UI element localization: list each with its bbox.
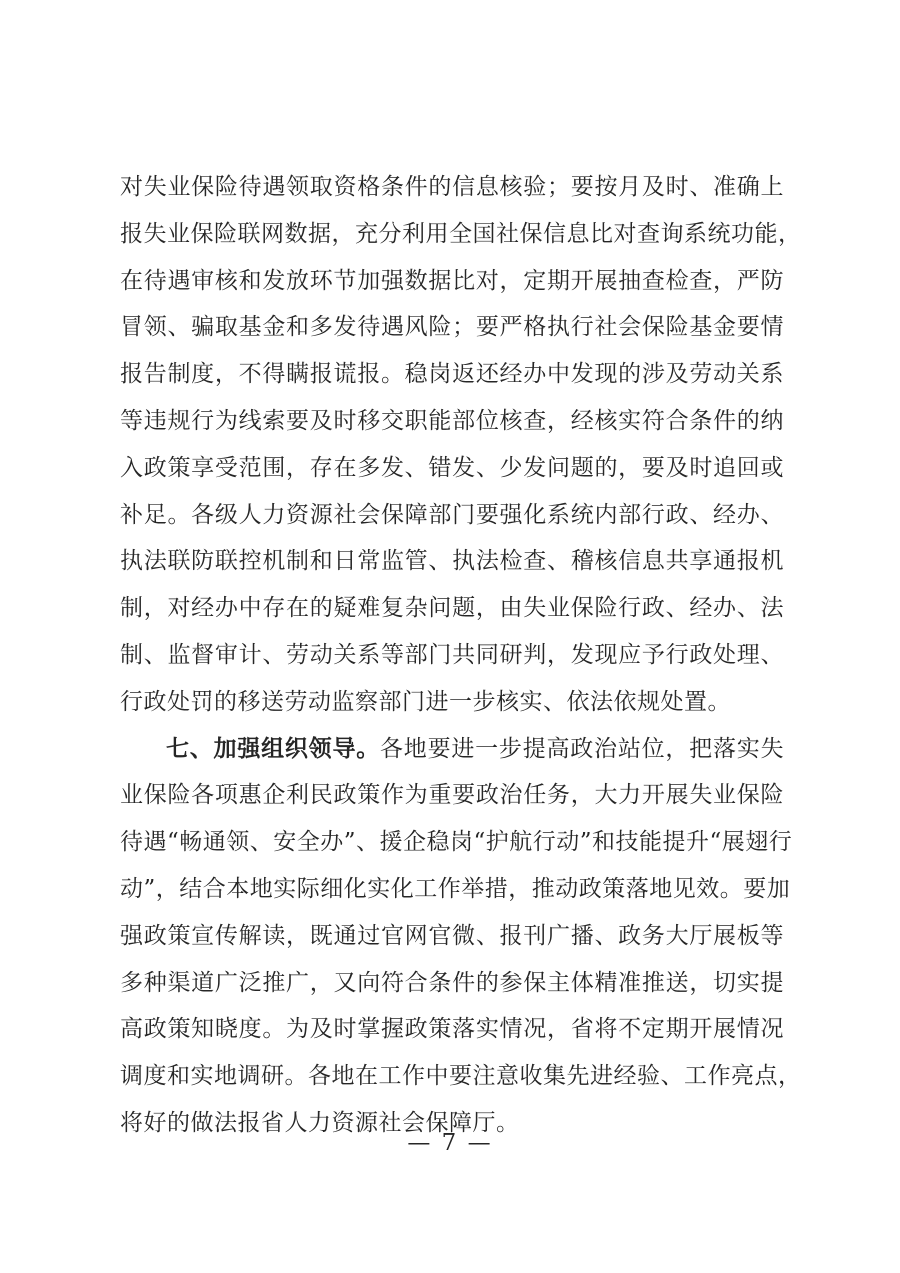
text-line: 等违规行为线索要及时移交职能部位核查，经核实符合条件的纳 bbox=[120, 407, 784, 434]
text-line: 高政策知晓度。为及时掌握政策落实情况，省将不定期开展情况 bbox=[120, 1016, 784, 1043]
page-number: — 7 — bbox=[407, 1130, 493, 1156]
text-line: 业保险各项惠企利民政策作为重要政治任务，大力开展失业保险 bbox=[120, 782, 784, 809]
text-line: 补足。各级人力资源社会保障部门要强化系统内部行政、经办、 bbox=[120, 501, 784, 528]
text-line: 多种渠道广泛推广，又向符合条件的参保主体精准推送，切实提 bbox=[120, 969, 784, 996]
text-line: 对失业保险待遇领取资格条件的信息核验；要按月及时、准确上 bbox=[120, 174, 784, 200]
section-7-first-line bbox=[120, 726, 784, 773]
body-text bbox=[120, 164, 802, 1147]
paragraph-continuation bbox=[120, 164, 802, 726]
section-7-heading: 七、加强组织领导。 bbox=[166, 735, 381, 762]
section-7-first-line-text: 各地要进一步提高政治站位，把落实失 bbox=[380, 735, 785, 762]
text-line: 将好的做法报省人力资源社会保障厅。 bbox=[120, 1109, 520, 1136]
section-7-paragraph bbox=[120, 726, 802, 1147]
text-line: 冒领、骗取基金和多发待遇风险；要严格执行社会保险基金要情 bbox=[120, 314, 784, 341]
text-line: 待遇“畅通领、安全办”、援企稳岗“护航行动”和技能提升“展翅行 bbox=[120, 829, 793, 856]
text-line: 行政处罚的移送劳动监察部门进一步核实、依法依规处置。 bbox=[120, 688, 731, 715]
text-line: 制、监督审计、劳动关系等部门共同研判，发现应予行政处理、 bbox=[120, 641, 784, 668]
text-line: 执法联防联控机制和日常监管、执法检查、稽核信息共享通报机 bbox=[120, 548, 784, 575]
text-line: 强政策宣传解读，既通过官网官微、报刊广播、政务大厅展板等 bbox=[120, 922, 784, 949]
text-line: 动”，结合本地实际细化实化工作举措，推动政策落地见效。要加 bbox=[120, 875, 791, 902]
text-line: 报告制度，不得瞒报谎报。稳岗返还经办中发现的涉及劳动关系 bbox=[120, 361, 784, 388]
text-line: 制，对经办中存在的疑难复杂问题，由失业保险行政、经办、法 bbox=[120, 595, 784, 622]
text-line: 入政策享受范围，存在多发、错发、少发问题的，要及时追回或 bbox=[120, 454, 784, 481]
text-line: 在待遇审核和发放环节加强数据比对，定期开展抽查检查，严防 bbox=[120, 267, 784, 294]
text-line: 调度和实地调研。各地在工作中要注意收集先进经验、工作亮点， bbox=[120, 1063, 802, 1090]
text-line: 报失业保险联网数据，充分利用全国社保信息比对查询系统功能， bbox=[120, 220, 802, 247]
